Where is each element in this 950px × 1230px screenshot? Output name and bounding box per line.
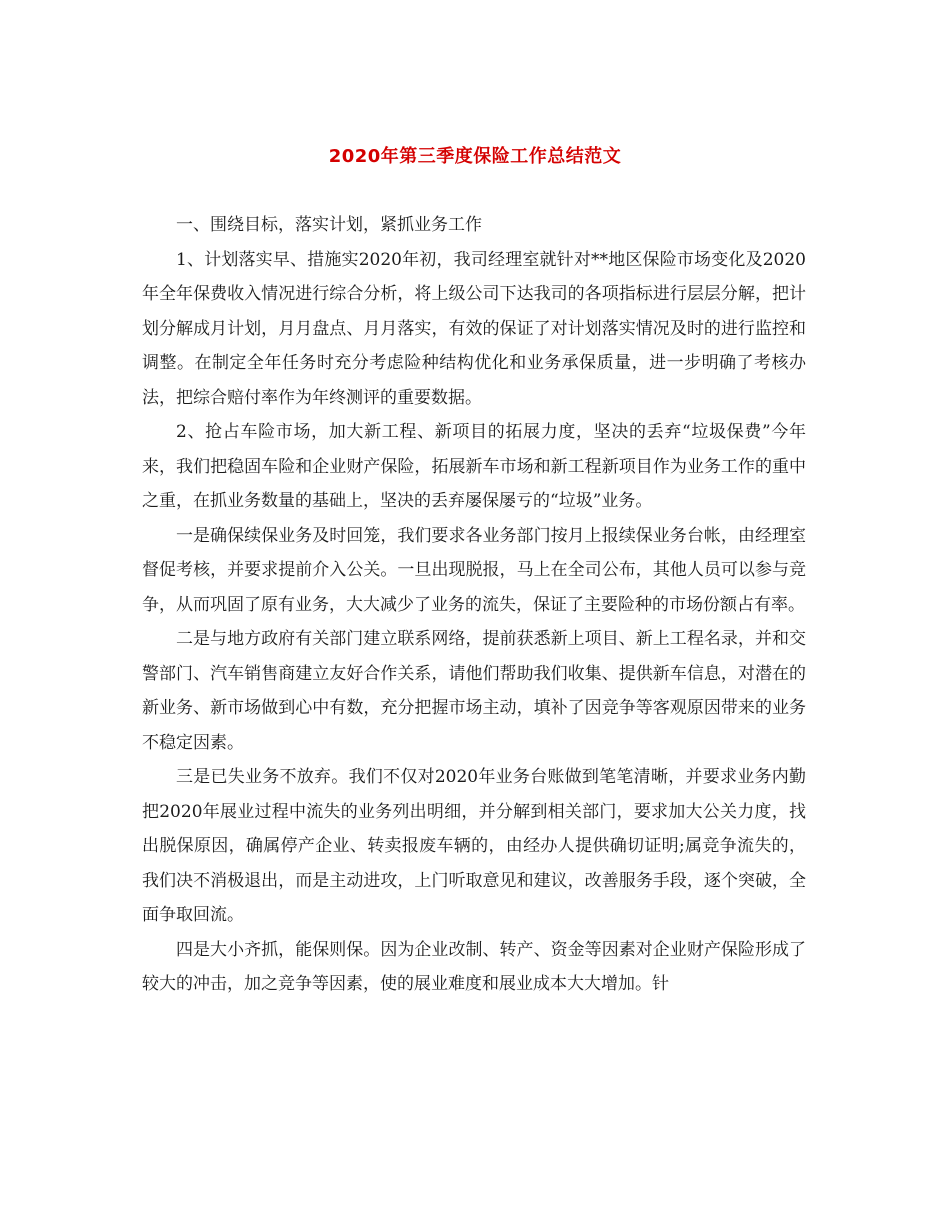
paragraph-plan: 1、计划落实早、措施实2020年初，我司经理室就针对**地区保险市场变化及2020年全年保费收入情况进行综合分析，将上级公司下达我司的各项指标进行层层分解，把计划分解成月计划，月月盘点、月月落实，有效的保证了对计划落实情况及时的进行监控和调整。在制定全年任务时充分考虑险种结构优化和业务承保质量，进一步明确了考核办法，把综合赔付率作为年终测评的重要数据。: [142, 249, 806, 408]
paragraph-lost-business: 三是已失业务不放弃。我们不仅对2020年业务台账做到笔笔清晰，并要求业务内勤把2020年展业过程中流失的业务列出明细，并分解到相关部门，要求加大公关力度，找出脱保原因，确属停产企业、转卖报废车辆的，由经办人提供确切证明;属竞争流失的，我们决不消极退出，而是主动进攻，上门听取意见和建议，改善服务手段，逐个突破，全面争取回流。: [142, 767, 806, 925]
document-title: 2020年第三季度保险工作总结范文: [328, 146, 622, 167]
paragraph-large-small: 四是大小齐抓，能保则保。因为企业改制、转产、资金等因素对企业财产保险形成了较大的冲击，加之竞争等因素，使的展业难度和展业成本大大增加。针: [142, 939, 806, 994]
paragraph-government-network: 二是与地方政府有关部门建立联系网络，提前获悉新上项目、新上工程名录，并和交警部门、汽车销售商建立友好合作关系，请他们帮助我们收集、提供新车信息，对潜在的新业务、新市场做到心中有数，充分把握市场主动，填补了因竞争等客观原因带来的业务不稳定因素。: [142, 629, 806, 753]
document-body: [142, 208, 806, 1002]
paragraph-section-heading: 一、围绕目标，落实计划，紧抓业务工作: [176, 215, 482, 235]
paragraph-renewal: 一是确保续保业务及时回笼，我们要求各业务部门按月上报续保业务台帐，由经理室督促考核，并要求提前介入公关。一旦出现脱报，马上在全司公布，其他人员可以参与竞争，从而巩固了原有业务，大大减少了业务的流失，保证了主要险种的市场份额占有率。: [142, 525, 806, 615]
paragraph-auto-insurance: 2、抢占车险市场，加大新工程、新项目的拓展力度，坚决的丢弃“垃圾保费”今年来，我们把稳固车险和企业财产保险，拓展新车市场和新工程新项目作为业务工作的重中之重，在抓业务数量的基础上，坚决的丢弃屡保屡亏的“垃圾”业务。: [142, 422, 806, 511]
